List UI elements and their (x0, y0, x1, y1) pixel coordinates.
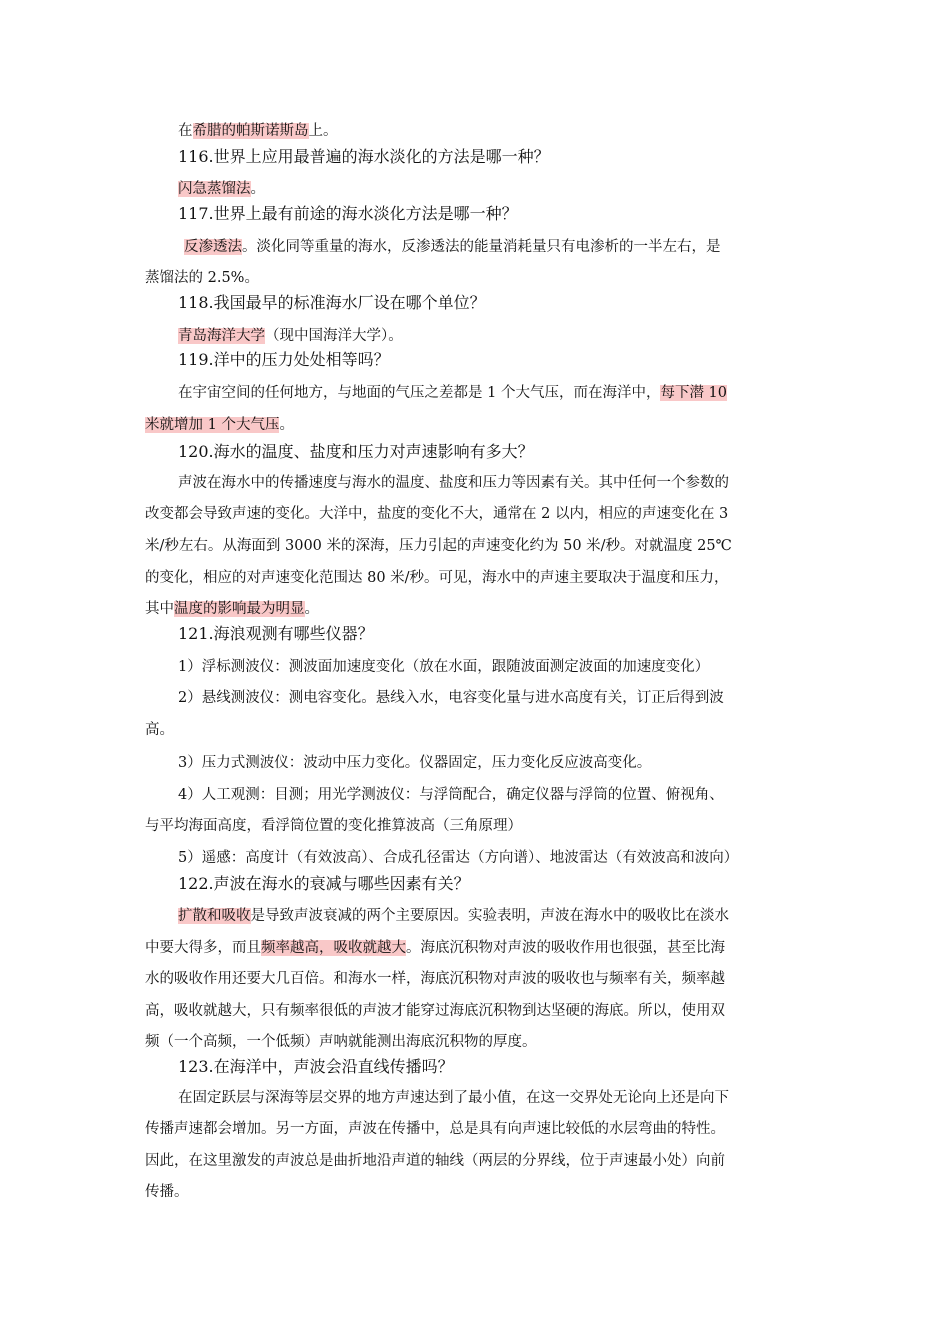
answer-117-line-1 (184, 235, 721, 259)
question-122: 122.声波在海水的衰减与哪些因素有关？ (178, 874, 470, 893)
question-119: 119.洋中的压力处处相等吗？ (178, 350, 390, 369)
highlighted-answer: 频率越高，吸收就越大 (261, 940, 406, 956)
answer-121-item-2: 2）悬线测波仪：测电容变化。悬线入水，电容变化量与进水高度有关，订正后得到波 (178, 690, 724, 706)
answer-120-line-1: 声波在海水中的传播速度与海水的温度、盐度和压力等因素有关。其中任何一个参数的 (178, 475, 729, 491)
highlighted-answer: 反渗透法 (184, 239, 242, 255)
highlighted-answer: 米就增加 1 个大气压 (145, 417, 280, 433)
question-116: 116.世界上应用最普遍的海水淡化的方法是哪一种？ (178, 147, 550, 166)
highlighted-answer: 青岛海洋大学 (178, 328, 265, 344)
answer-123-line-4: 传播。 (145, 1184, 189, 1200)
answer-121-item-3: 3）压力式测波仪：波动中压力变化。仪器固定，压力变化反应波高变化。 (178, 755, 652, 771)
question-118: 118.我国最早的标准海水厂设在哪个单位？ (178, 293, 486, 312)
answer-122-line-2 (145, 936, 725, 960)
answer-text: 其中 (145, 601, 174, 617)
question-117: 117.世界上最有前途的海水淡化方法是哪一种？ (178, 204, 518, 223)
answer-text: （现中国海洋大学）。 (265, 328, 403, 344)
answer-122-line-3: 水的吸收作用还要大几百倍。和海水一样，海底沉积物对声波的吸收也与频率有关，频率越 (145, 971, 725, 987)
answer-119-line-2 (145, 413, 294, 437)
answer-118 (178, 324, 403, 348)
answer-116 (178, 177, 265, 201)
answer-text: 。 (250, 181, 265, 197)
answer-121-item-1: 1）浮标测波仪：测波面加速度变化（放在水面，跟随波面测定波面的加速度变化） (178, 659, 710, 675)
answer-text: 。淡化同等重量的海水，反渗透法的能量消耗量只有电渗析的一半左右，是 (242, 239, 721, 255)
answer-120-line-2: 改变都会导致声速的变化。大洋中，盐度的变化不大，通常在 2 以内，相应的声速变化在 3 (145, 506, 729, 522)
highlighted-answer: 闪急蒸馏法 (178, 181, 251, 197)
answer-123-line-2: 传播声速都会增加。另一方面，声波在传播中，总是具有向声速比较低的水层弯曲的特性。 (145, 1121, 725, 1137)
answer-text: 在 (178, 123, 193, 139)
answer-121-item-4-cont: 与平均海面高度，看浮筒位置的变化推算波高（三角原理） (145, 818, 522, 834)
answer-121-item-5: 5）遥感：高度计（有效波高）、合成孔径雷达（方向谱）、地波雷达（有效波高和波向） (178, 850, 739, 866)
answer-text: 是导致声波衰减的两个主要原因。实验表明，声波在海水中的吸收比在淡水 (250, 908, 729, 924)
highlighted-answer: 温度的影响最为明显 (174, 601, 305, 617)
answer-121-item-4: 4）人工观测：目测；用光学测波仪：与浮筒配合，确定仪器与浮筒的位置、俯视角、 (178, 787, 724, 803)
answer-text: 。 (279, 417, 294, 433)
question-121: 121.海浪观测有哪些仪器？ (178, 624, 374, 643)
answer-123-line-1: 在固定跃层与深海等层交界的地方声速达到了最小值，在这一交界处无论向上还是向下 (178, 1090, 729, 1106)
answer-122-line-1 (178, 904, 729, 928)
answer-text: 中要大得多，而且 (145, 940, 261, 956)
answer-text: 上。 (308, 123, 338, 139)
answer-text: 在宇宙空间的任何地方，与地面的气压之差都是 1 个大气压，而在海洋中， (178, 385, 661, 401)
answer-117-line-2: 蒸馏法的 2.5%。 (145, 270, 259, 286)
answer-text: 。 (304, 601, 319, 617)
highlighted-answer: 希腊的帕斯诺斯岛 (192, 123, 309, 139)
answer-122-line-4: 高，吸收就越大，只有频率很低的声波才能穿过海底沉积物到达坚硬的海底。所以，使用双 (145, 1003, 725, 1019)
highlighted-answer: 扩散和吸收 (178, 908, 251, 924)
answer-115 (178, 119, 338, 143)
answer-123-line-3: 因此，在这里激发的声波总是曲折地沿声道的轴线（两层的分界线，位于声速最小处）向前 (145, 1153, 725, 1169)
answer-120-line-5 (145, 597, 319, 621)
answer-120-line-4: 的变化，相应的对声速变化范围达 80 米/秒。可见，海水中的声速主要取决于温度和压力， (145, 570, 729, 586)
answer-120-line-3: 米/秒左右。从海面到 3000 米的深海，压力引起的声速变化约为 50 米/秒。对就温度 25℃ (145, 538, 732, 554)
answer-122-line-5: 频（一个高频，一个低频）声呐就能测出海底沉积物的厚度。 (145, 1034, 537, 1050)
answer-text: 。海底沉积物对声波的吸收作用也很强，甚至比海 (406, 940, 725, 956)
question-123: 123.在海洋中，声波会沿直线传播吗？ (178, 1057, 454, 1076)
question-120: 120.海水的温度、盐度和压力对声速影响有多大？ (178, 442, 534, 461)
answer-121-item-2-cont: 高。 (145, 722, 174, 738)
highlighted-answer: 每下潜 10 (660, 385, 728, 401)
answer-119-line-1 (178, 381, 727, 405)
